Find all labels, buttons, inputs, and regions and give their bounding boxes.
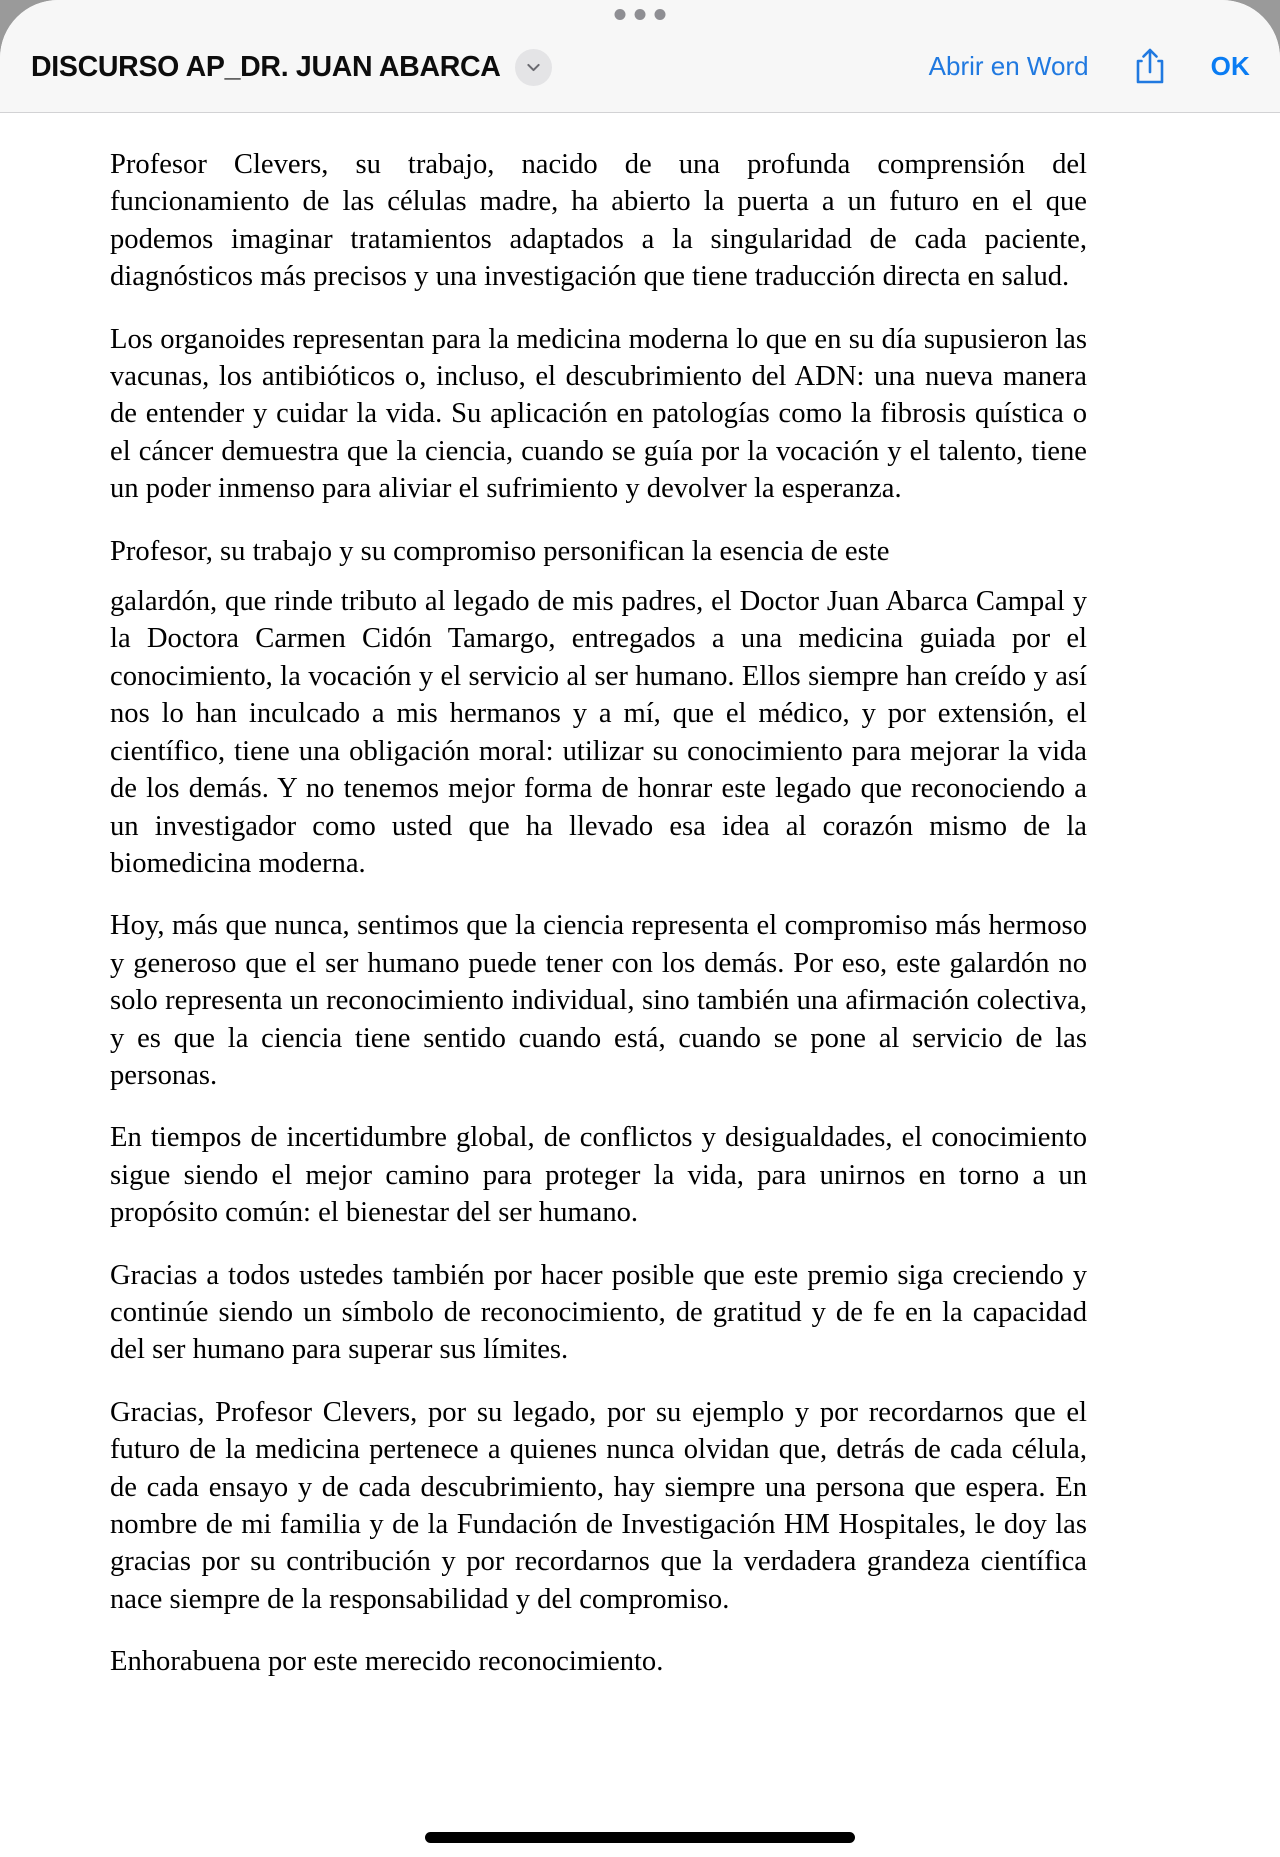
paragraph: galardón, que rinde tributo al legado de mis padres, el Doctor Juan Abarca Campal y la Doctora Carmen Cidón Tamargo, entregados a una medicina guiada por el conocimiento, la vocación y el servicio al ser humano. Ellos siempre han creído y así nos lo han inculcado a mis hermanos y a mí, que el médico, y por extensión, el científico, tiene una obligación moral: utilizar su conocimiento para mejorar la vida de los demás. Y no tenemos mejor forma de honrar este legado que reconociendo a un investigador como usted que ha llevado esa idea al corazón mismo de la biomedicina moderna.: [110, 586, 1087, 879]
paragraph: Gracias, Profesor Clevers, por su legado, por su ejemplo y por recordarnos que el futuro de la medicina pertenece a quienes nunca olvidan que, detrás de cada célula, de cada ensayo y de cada descubrimiento, hay siempre una persona que espera. En nombre de mi familia y de la Fundación de Investigación HM Hospitales, le doy las gracias por su contribución y por recordarnos que la verdadera grandeza científica nace siempre de la responsabilidad y del compromiso.: [110, 1396, 1087, 1615]
paragraph: Enhorabuena por este merecido reconocimiento.: [110, 1646, 664, 1678]
share-icon[interactable]: [1133, 46, 1167, 86]
document-body[interactable]: [0, 113, 1280, 1793]
chevron-down-icon[interactable]: [515, 49, 552, 86]
header-actions: [929, 46, 1250, 86]
page-title: DISCURSO AP_DR. JUAN ABARCA: [31, 51, 501, 83]
sheet-grabber-dots[interactable]: [615, 9, 666, 20]
paragraph: Profesor Clevers, su trabajo, nacido de una profunda comprensión del funcionamiento de las células madre, ha abierto la puerta a un futuro en el que podemos imaginar tratamientos adaptados a la singularidad de cada paciente, diagnósticos más precisos y una investigación que tiene traducción directa en salud.: [110, 149, 1087, 293]
paragraph: Los organoides representan para la medicina moderna lo que en su día supusieron las vacunas, los antibióticos o, incluso, el descubrimiento del ADN: una nueva manera de entender y cuidar la vida. Su aplicación en patologías como la fibrosis quística o el cáncer demuestra que la ciencia, cuando se guía por la vocación y el talento, tiene un poder inmenso para aliviar el sufrimiento y devolver la esperanza.: [110, 323, 1087, 505]
paragraph: Profesor, su trabajo y su compromiso personifican la esencia de este: [110, 535, 890, 567]
home-indicator-bar[interactable]: [425, 1832, 855, 1843]
paragraph: Gracias a todos ustedes también por hacer posible que este premio siga creciendo y continúe siendo un símbolo de reconocimiento, de gratitud y de fe en la capacidad del ser humano para superar sus límites.: [110, 1259, 1087, 1366]
paragraph: En tiempos de incertidumbre global, de conflictos y desigualdades, el conocimiento sigue siendo el mejor camino para proteger la vida, para unirnos en torno a un propósito común: el bienestar del ser humano.: [110, 1122, 1087, 1229]
grabber-dot: [615, 9, 626, 20]
paragraph: Hoy, más que nunca, sentimos que la ciencia representa el compromiso más hermoso y generoso que el ser humano puede tener con los demás. Por eso, este galardón no solo representa un reconocimiento individual, sino también una afirmación colectiva, y es que la ciencia tiene sentido cuando está, cuando se pone al servicio de las personas.: [110, 910, 1087, 1091]
open-in-word-button[interactable]: Abrir en Word: [928, 50, 1089, 81]
document-title-group[interactable]: [31, 49, 552, 86]
preview-header-bar: [0, 0, 1280, 113]
grabber-dot: [655, 9, 666, 20]
grabber-dot: [635, 9, 646, 20]
ok-button[interactable]: OK: [1210, 50, 1250, 81]
